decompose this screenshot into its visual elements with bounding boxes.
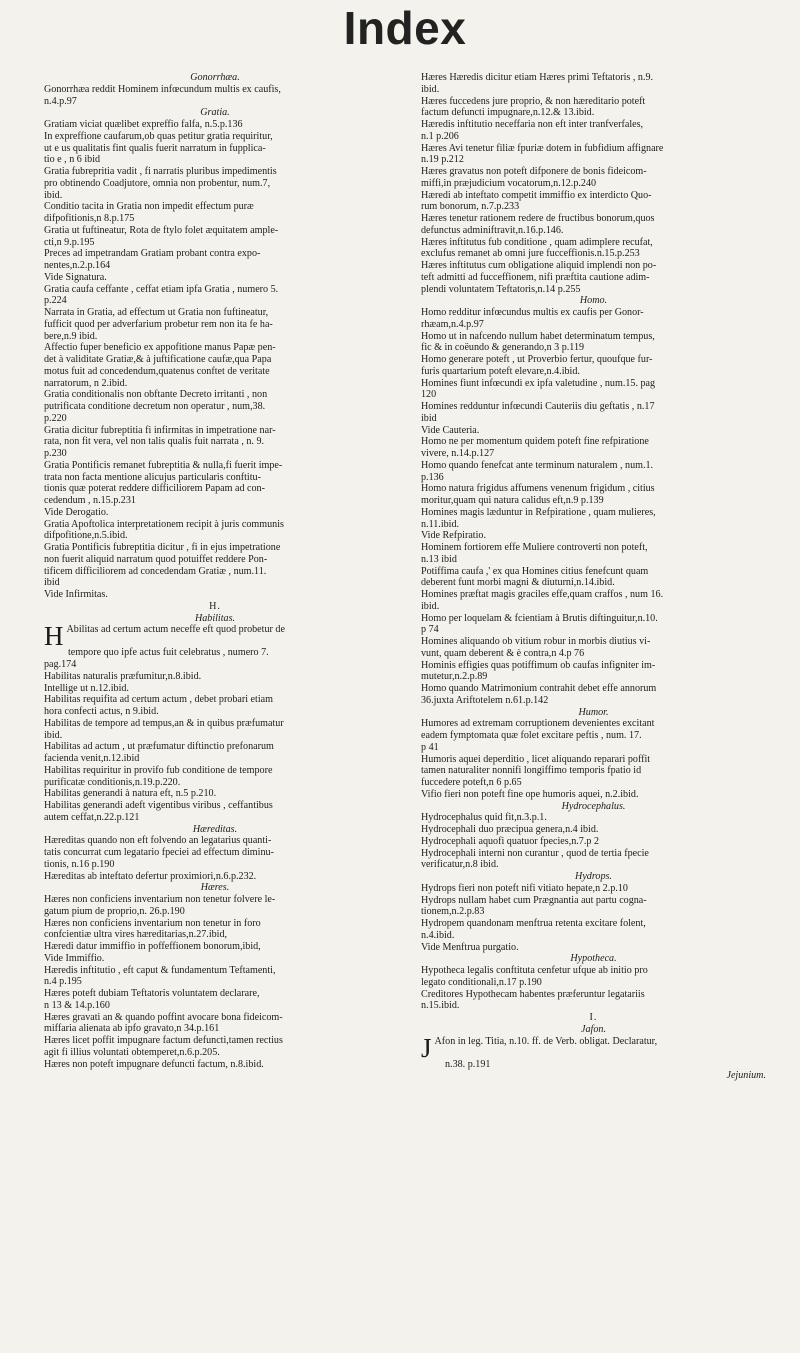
entry-heading: Hydrocephalus. [561,800,626,812]
letter-section-heading: I. [589,1012,598,1023]
index-line: Hæres Hæredis dicitur etiam Hæres primi Teftatoris , n.9. [421,72,654,83]
index-line: n.15.ibid. [421,1000,460,1012]
index-line: difpofitionis,n 8.p.175 [44,213,135,224]
index-line: tio e , n 6 ibid [44,154,101,166]
index-line: Habilitas generandi adeft vigentibus viribus , ceffantibus [44,800,273,811]
index-line: miffaria alienata ab ipfo gravato,n 34.p.161 [44,1023,220,1035]
drop-cap: H [44,624,64,648]
index-line: ibid. [421,83,440,95]
index-line: Hydrocephali interni non curantur , quod de tertia fpecie [421,847,649,859]
index-line: Homo ne per momentum quidem poteft fine refpiratione [421,436,649,448]
index-line-with-dropcap [44,624,386,647]
index-line: cedendum , n.15.p.231 [44,495,136,506]
index-line: factum defuncti impugnare,n.12.& 13.ibid. [421,107,595,119]
index-line: pag.174 [44,659,77,670]
index-line: difpofitione,n.5.ibid. [44,530,128,542]
index-line: ibid. [421,600,440,612]
index-line: n.11.ibid. [421,518,460,530]
index-line: Hæres Avi tenetur filiæ fpuriæ dotem in fubfidium affignare [421,142,664,154]
index-line-text: Abilitas ad certum actum neceffe eft quod probetur de [66,624,285,636]
index-line: Hæres non conficiens inventarium non tenetur folvere le- [44,894,276,905]
index-line: n.4.ibid. [421,929,455,941]
index-line: 36.juxta Ariftotelem n.61.p.142 [421,694,549,706]
index-line: nentes,n.2.p.164 [44,260,111,271]
index-line: Gratia Pontificis fubreptitia dicitur , fi in ejus impetratione [44,542,281,553]
index-line: plendi voluntatem Teftatoris,n.14 p.255 [421,283,581,295]
index-line: Gonorrhæa reddit Hominem infœcundum multis ex caufis, [44,83,281,95]
index-line: Gratiam viciat quælibet expreffio falfa, n.5.p.136 [44,119,243,130]
index-line: p 74 [421,624,439,636]
index-line: Hydrocephali duo præcipua genera,n.4 ibid. [421,824,599,835]
entry-heading: Homo. [579,295,608,307]
index-line: Hæres non poteft impugnare defuncti factum, n.8.ibid. [44,1058,264,1070]
index-line: Hydropem quandonam menftrua retenta excitare folent, [421,918,646,929]
index-line: Hæres tenetur rationem redere de fructibus bonorum,quos [421,213,655,224]
index-line: Gratia Pontificis remanet fubreptitia & nulla,fi fuerit impe- [44,459,283,471]
index-line: Gratia caufa ceffante , ceffat etiam ipfa Gratia , numero 5. [44,283,279,295]
index-line: Habilitas naturalis præfumitur,n.8.ibid. [44,670,202,682]
index-line: Homines magis læduntur in Refpiratione , quam mulieres, [421,506,656,518]
index-line: Hæredis inftitutio neceffaria non eft inter tranfverfales, [421,119,644,130]
index-line: agit fi illius voluntati obtemperet,n.6.p.205. [44,1046,220,1058]
entry-heading: Hydrops. [575,871,612,882]
index-line: fufficit quod per adverfarium probetur rem non ita fe ha- [44,318,273,330]
index-line: gatum pium de proprio,n. 26.p.190 [44,905,185,917]
index-line: non fuerit aliquid narratum quod potuiffet reddere Pon- [44,553,268,565]
index-line: verificatur,n.8 ibid. [421,859,499,871]
index-line: ibid. [44,189,63,201]
entry-heading: Jafon. [581,1023,606,1035]
index-line: Hæredi ab inteftato competit immiffio ex interdicto Quo- [421,189,652,201]
index-line: In expreffione caufarum,ob quas petitur gratia requiritur, [44,130,273,142]
index-line: tamen naturaliter nonnifi longiffimo temporis fpatio id [421,765,642,777]
entry-heading: Hypotheca. [570,953,617,965]
index-line: narratorum, n 2.ibid. [44,377,128,389]
index-line: Hydrocephalus quid fit,n.3.p.1. [421,812,547,824]
index-line: autem ceffat,n.22.p.121 [44,811,140,823]
index-line: 120 [421,389,437,401]
index-line: Hydrops nullam habet cum Prægnantia aut partu cogna- [421,894,647,906]
index-line: Hominis effigies quas potiffimum ob caufas infigniter im- [421,659,656,671]
index-line: p.230 [44,448,67,459]
index-line: Conditio tacita in Gratia non impedit effectum puræ [44,201,254,213]
index-line: Habilitas generandi à natura eft, n.5 p.210. [44,788,217,800]
index-line: hora confecti actus, n 9.ibid. [44,706,159,717]
index-line-with-dropcap [421,1036,766,1059]
index-line: facienda venit,n.12.ibid [44,753,140,764]
index-line: Homo ut in nafcendo nullum habet determinatum tempus, [421,330,655,342]
index-line: Habilitas requiritur in provifo fub conditione de tempore [44,764,273,776]
index-line: ibid [44,577,60,589]
index-line: fuccedere poteft,n 6 p.65 [421,777,522,788]
index-line: Habilitas requifita ad certum actum , debet probari etiam [44,694,273,706]
index-line-text: Afon in leg. Titia, n.10. ff. de Verb. obligat. Declaratur, [434,1035,658,1047]
index-line: Hæredis inftitutio , eft caput & fundamentum Teftamenti, [44,964,276,976]
index-line: p.224 [44,295,67,307]
index-line: det à validitate Gratiæ,& à juftificatione caufæ,qua Papa [44,354,272,365]
index-line: defunctus adminiftravit,n.16.p.146. [421,224,564,236]
index-line: Homo quando Matrimonium contrahit debet effe annorum [421,683,657,694]
entry-heading: Gonorrhæa. [190,72,240,83]
index-line: Hæres licet poffit impugnare factum defuncti,tamen rectius [44,1035,283,1046]
index-line: ibid. [44,729,63,741]
index-line: Humores ad extremam corruptionem devenientes excitant [421,718,655,730]
drop-cap: J [421,1035,432,1059]
index-line: purificatæ conditionis,n.19.p.220. [44,776,181,788]
index-line: Hæreditas quando non eft folvendo an legatarius quanti- [44,835,272,847]
index-line: Hæres non conficiens inventarium non tenetur in foro [44,917,261,929]
index-line: Homines redduntur infœcundi Cauteriis diu geftatis , n.17 [421,401,655,412]
index-line: Narrata in Gratia, ad effectum ut Gratia non fuftineatur, [44,307,269,318]
index-line: furis quartarium poteft elevare,n.4.ibid. [421,365,580,377]
index-line: bere,n.9 ibid. [44,330,98,342]
index-line: Hominem fortiorem effe Muliere controverti non poteft, [421,542,648,553]
index-line: Vide Immiffio. [44,952,105,964]
index-line: Homo quando fenefcat ante terminum naturalem , num.1. [421,459,654,471]
index-line: Vide Signatura. [44,271,107,283]
index-line: n.13 ibid [421,553,457,565]
index-line: tempore quo ipfe actus fuit celebratus , numero 7. [68,647,269,659]
index-line: rata, non fit vera, vel non talis qualis fuit narrata , n. 9. [44,436,265,448]
index-line: rum bonorum, n.7.p.233 [421,201,520,213]
index-line: miffi,in præjudicium vocatorum,n.12.p.240 [421,177,597,189]
entry-heading: Gratia. [200,107,230,119]
index-line: mutetur,n.2.p.89 [421,671,488,683]
index-line: Homo generare poteft , ut Proverbio fertur, quoufque fur- [421,354,653,365]
index-line: Habilitas de tempore ad tempus,an & in quibus præfumatur [44,717,284,729]
index-line: eadem fymptomata quæ folet excitare peftis , num. 17. [421,730,642,741]
index-line: exclufus remanet ab omni jure fucceffionis.n.15.p.253 [421,248,640,260]
index-line: Gratia ut fuftineatur, Rota de ftylo folet æquitatem ample- [44,224,279,236]
index-line: n.19 p.212 [421,154,464,166]
index-line: Hæredi datur immiffio in poffeffionem bonorum,ibid, [44,941,261,952]
index-line: Homo redditur infœcundus multis ex caufis per Gonor- [421,307,644,318]
index-line: Potiffima caufa ,' ex qua Homines citius fenefcunt quam [421,565,649,577]
index-line: legato conditionali,n.17 p.190 [421,976,542,988]
index-line: Vide Menftrua purgatio. [421,941,519,953]
index-line: Vide Infirmitas. [44,589,108,600]
left-column [44,72,386,1082]
index-line: n.4.p.97 [44,95,77,107]
index-line: Hæres inftitutus fub conditione , quam adimplere recufat, [421,236,653,248]
index-line: Vide Refpiratio. [421,530,486,542]
index-line: confcientiæ ultra vires hæreditarias,n.27.ibid, [44,929,228,941]
index-line: rhæam,n.4.p.97 [421,318,484,330]
index-line: cti,n 9.p.195 [44,236,95,248]
index-line: Gratia dicitur fubreptitia fi infirmitas in impetratione nar- [44,424,276,436]
entry-heading: Hæres. [200,882,230,894]
index-line: Hæres poteft dubiam Teftatoris voluntatem declarare, [44,988,260,999]
index-line: pro obtinendo Coadjutore, omnia non probentur, num.7, [44,177,271,189]
index-line: Hæres fuccedens jure proprio, & non hæreditario poteft [421,95,646,107]
index-line: Homo natura frigidus affumens venenum frigidum , citius [421,483,655,495]
index-line: Homines fiunt infœcundi ex ipfa valetudine , num.15. pag [421,377,656,389]
index-line: tionis, n.16 p.190 [44,858,115,870]
index-line: Habilitas ad actum , ut præfumatur diftinctio prefonarum [44,741,274,753]
index-line: Hydrocephali aquofi quatuor fpecies,n.7.p 2 [421,835,599,847]
index-line: fic & in coëundo & generando,n 3 p.119 [421,342,585,354]
index-line: Affectio fuper beneficio ex appofitione manus Papæ pen- [44,342,276,354]
index-line: tionis quæ poterat reddere difficiliorem Papam ad con- [44,483,265,495]
index-line: tificem difficiliorem ad concedendam Gratiæ , num.11. [44,565,267,577]
index-line: motus fuit ad concedendum,quatenus conftet de veritate [44,365,270,377]
index-line: Vide Derogatio. [44,506,109,518]
letter-section-heading: H. [209,600,221,612]
entry-heading: Humor. [578,706,609,718]
index-line: deberent funt morbi magni & diuturni,n.14.ibid. [421,577,615,589]
index-line: moritur,quam qui natura calidus eft,n.9 p.139 [421,495,604,506]
index-line: Hæreditas ab inteftato defertur proximiori,n.6.p.232. [44,870,257,882]
page-title: Index [343,2,467,54]
index-line: Hydrops fieri non poteft nifi vitiato hepate,n 2.p.10 [421,882,628,894]
index-line: p.136 [421,471,444,483]
index-line: tatis concurrat cum legatario fpeciei ad effectum diminu- [44,847,274,858]
index-line: Vifio fieri non poteft fine ope humoris aquei, n.2.ibid. [421,788,639,800]
index-columns [44,72,766,1082]
index-line: Gratia fubrepritia vadit , fi narratis pluribus impedimentis [44,166,277,177]
index-line: Homines præftat magis graciles effe,quam craffos , num 16. [421,589,664,600]
index-line: p.220 [44,412,67,424]
index-line: Creditores Hypothecam habentes præferuntur legatariis [421,988,645,1000]
index-line: tionem,n.2.p.83 [421,906,485,918]
index-line: Hæres gravati an & quando poffint avocare bona fideicom- [44,1011,283,1023]
index-line: Homines aliquando ob vitium robur in morbis diutius vi- [421,636,651,647]
index-line: teft admitti ad fucceffionem, nifi præftita cautione adim- [421,271,650,283]
index-line: Preces ad impetrandam Gratiam probant contra expo- [44,248,261,260]
index-line: trata non facta mentione alicujus particularis conftitu- [44,471,261,483]
index-line: Intellige ut n.12.ibid. [44,682,129,694]
entry-heading: Habilitas. [194,612,236,624]
index-line: Gratia Apoftolica interpretationem recipit à juris communis [44,518,284,530]
index-line: Vide Cauteria. [421,424,480,436]
index-line: Gratia conditionalis non obftante Decreto irritanti , non [44,389,268,401]
index-line: n 13 & 14.p.160 [44,999,110,1011]
index-line: p 41 [421,741,439,753]
index-line: Humoris aquei deperditio , licet aliquando reparari poffit [421,753,651,765]
entry-heading: Hæreditas. [192,823,238,835]
index-line: ut e us qualitatis fint qualis fuerit narratum in fupplica- [44,142,266,154]
index-line: n.4 p.195 [44,976,82,988]
index-line: vunt, quam deberent & è contra,n 4.p 76 [421,647,585,659]
index-line: n.38. p.191 [445,1058,491,1070]
index-line: Hæres gravatus non poteft difponere de bonis fideicom- [421,166,647,177]
index-line: Homo per loquelam & fcientiam à Brutis diftinguitur,n.10. [421,612,658,624]
right-column [421,72,766,1082]
index-line: Hæres inftitutus cum obligatione aliquid implendi non po- [421,260,657,271]
index-line: putrificata conditione decretum non operatur , num,38. [44,401,266,412]
index-line: ibid [421,412,437,424]
index-line: n.1 p.206 [421,130,459,142]
index-line: vivere, n.14.p.127 [421,448,495,459]
index-line: Jejunium. [726,1070,766,1082]
index-line: Hypotheca legalis conftituta cenfetur ufque ab initio pro [421,965,648,976]
